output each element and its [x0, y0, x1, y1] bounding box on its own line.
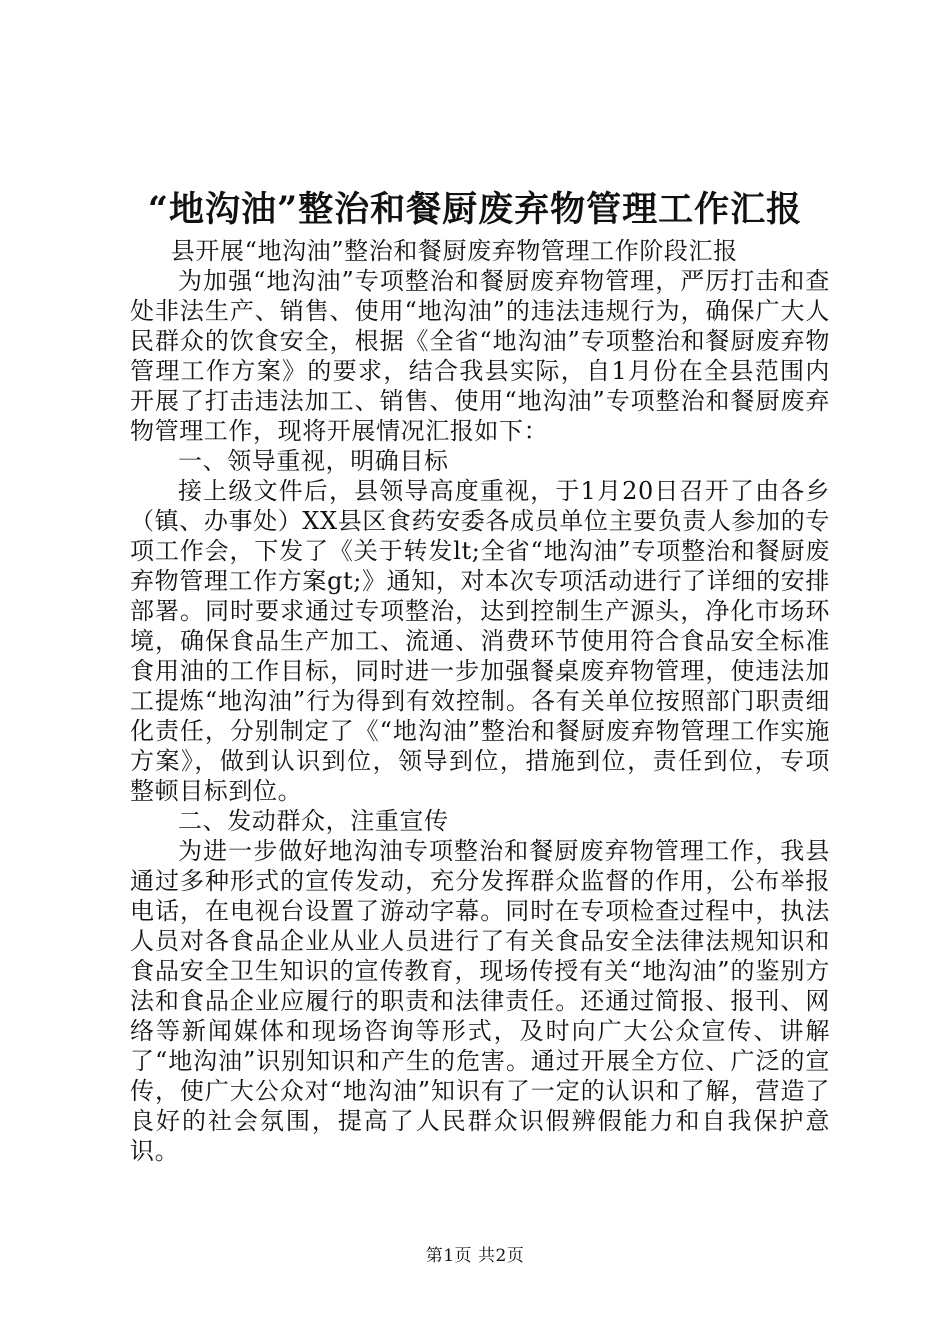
section-heading-1: 一、领导重视，明确目标: [178, 447, 449, 475]
section-heading-2: 二、发动群众，注重宣传: [178, 807, 449, 835]
page-number-footer: 第1页 共2页: [425, 1246, 525, 1266]
section-1-paragraph: 接上级文件后，县领导高度重视，于1月20日召开了由各乡（镇、办事处）XX县区食药安委各成员单位主要负责人参加的专项工作会，下发了《关于转发lt;全省“地沟油”专项整治和餐厨废弃物管理工作方案gt;》通知，对本次专项活动进行了详细的安排部署。同时要求通过专项整治，达到控制生产源头，净化市场环境，确保食品生产加工、流通、消费环节使用符合食品安全标准食用油的工作目标，同时进一步加强餐桌废弃物管理，使违法加工提炼“地沟油”行为得到有效控制。各有关单位按照部门职责细化责任，分别制定了《“地沟油”整治和餐厨废弃物管理工作实施方案》，做到认识到位，领导到位，措施到位，责任到位，专项整顿目标到位。: [130, 477, 830, 805]
document-body: [130, 236, 830, 1166]
page-title: “地沟油”整治和餐厨废弃物管理工作汇报: [147, 189, 803, 230]
document-subtitle: 县开展“地沟油”整治和餐厨废弃物管理工作阶段汇报: [170, 237, 738, 265]
section-2-paragraph: 为进一步做好地沟油专项整治和餐厨废弃物管理工作，我县通过多种形式的宣传发动，充分发挥群众监督的作用，公布举报电话，在电视台设置了游动字幕。同时在专项检查过程中，执法人员对各食品企业从业人员进行了有关食品安全法律法规知识和食品安全卫生知识的宣传教育，现场传授有关“地沟油”的鉴别方法和食品企业应履行的职责和法律责任。还通过简报、报刊、网络等新闻媒体和现场咨询等形式，及时向广大公众宣传、讲解了“地沟油”识别知识和产生的危害。通过开展全方位、广泛的宣传，使广大公众对“地沟油”知识有了一定的认识和了解，营造了良好的社会氛围，提高了人民群众识假辨假能力和自我保护意识。: [130, 837, 830, 1165]
intro-paragraph: 为加强“地沟油”专项整治和餐厨废弃物管理，严厉打击和查处非法生产、销售、使用“地沟油”的违法违规行为，确保广大人民群众的饮食安全，根据《全省“地沟油”专项整治和餐厨废弃物管理工作方案》的要求，结合我县实际，自1月份在全县范围内开展了打击违法加工、销售、使用“地沟油”专项整治和餐厨废弃物管理工作，现将开展情况汇报如下：: [130, 267, 830, 445]
